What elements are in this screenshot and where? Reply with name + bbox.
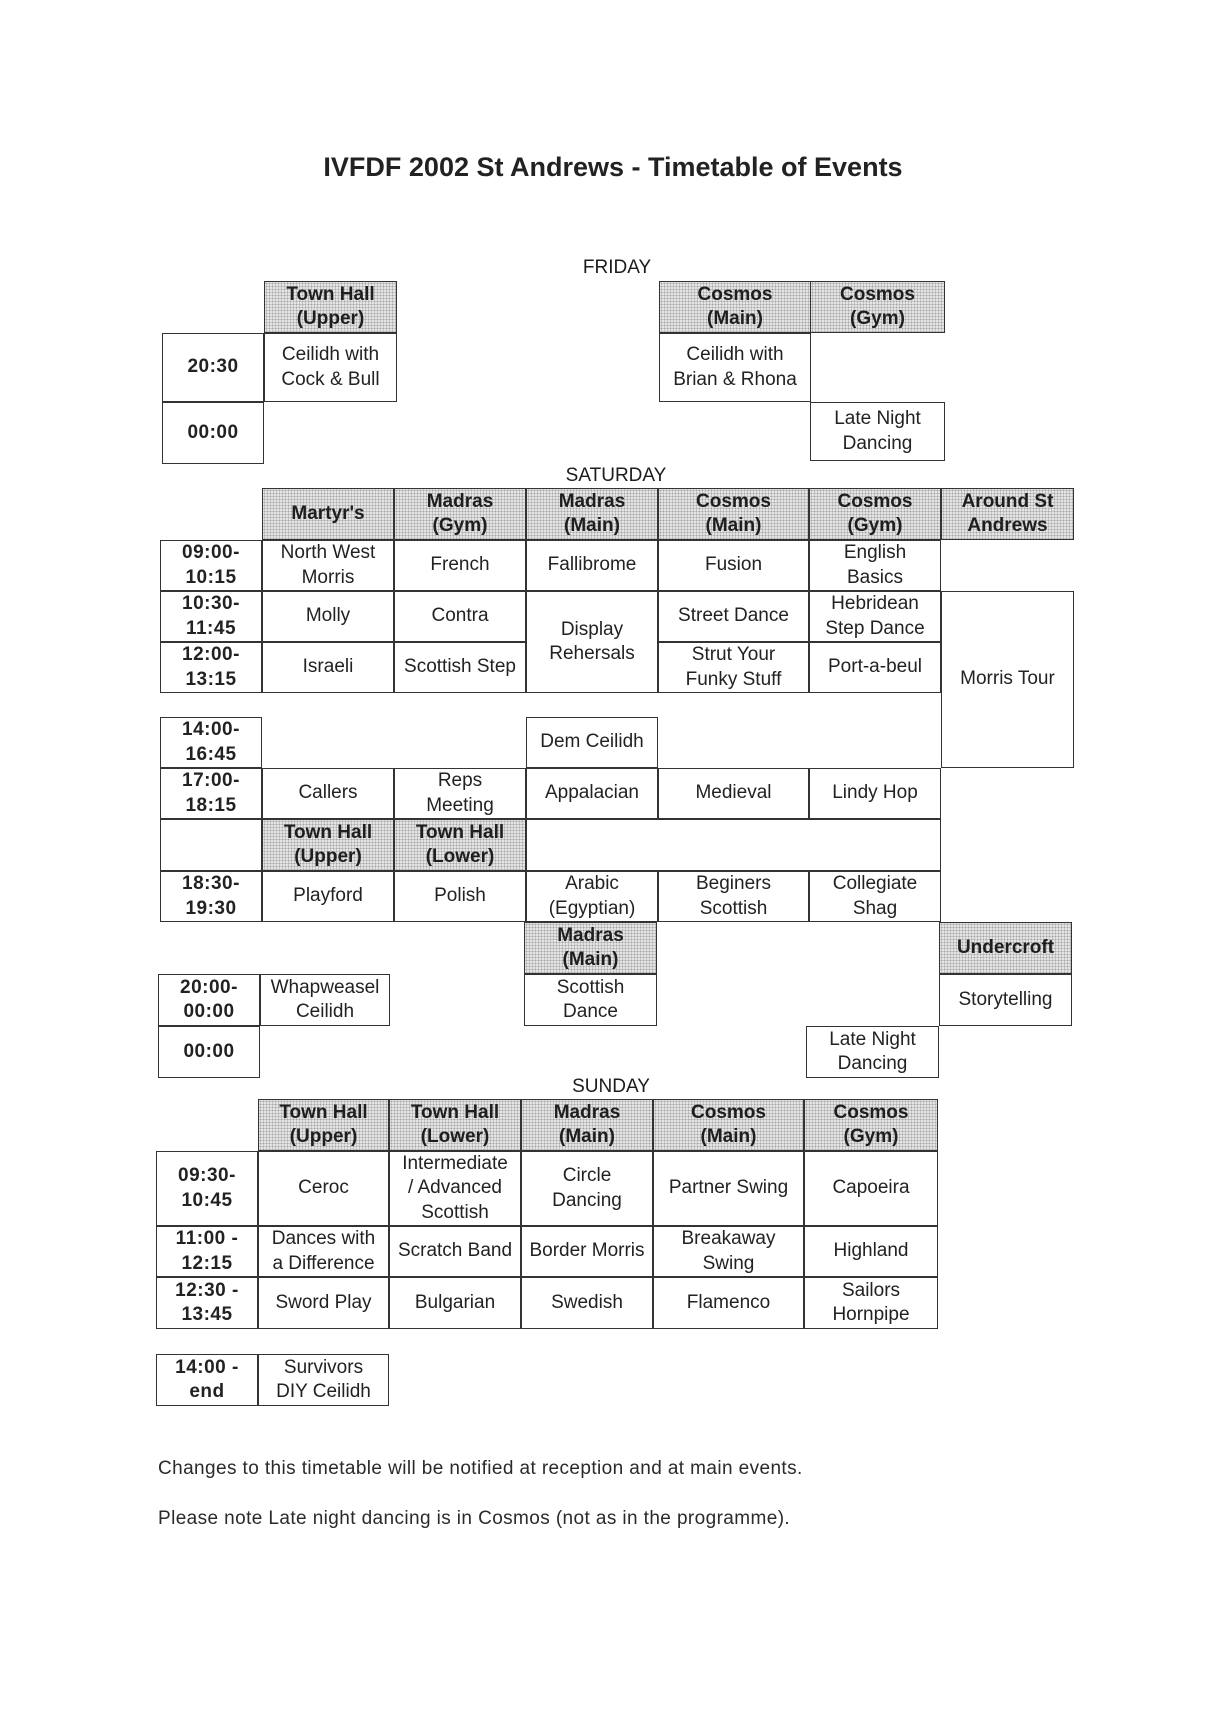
event-cell: Street Dance bbox=[658, 591, 809, 642]
event-cell: Circle Dancing bbox=[521, 1151, 653, 1226]
time-slot: 20:30 bbox=[162, 333, 264, 402]
time-slot: 00:00 bbox=[158, 1026, 260, 1078]
venue-header-cosmos-gym: Cosmos (Gym) bbox=[810, 281, 945, 333]
time-slot: 14:00- 16:45 bbox=[160, 717, 262, 768]
event-cell: North West Morris bbox=[262, 540, 394, 591]
footer-note: Please note Late night dancing is in Cosmos (not as in the programme). bbox=[158, 1508, 791, 1529]
time-slot: 18:30- 19:30 bbox=[160, 871, 262, 922]
venue-header-madras-main: Madras (Main) bbox=[524, 922, 657, 974]
venue-header-cosmos-gym: Cosmos (Gym) bbox=[809, 488, 941, 540]
event-cell: Highland bbox=[804, 1226, 938, 1277]
event-cell: Ceilidh with Brian & Rhona bbox=[659, 333, 811, 402]
event-cell: Callers bbox=[262, 768, 394, 819]
event-cell: Ceilidh with Cock & Bull bbox=[264, 333, 397, 402]
page-title: IVFDF 2002 St Andrews - Timetable of Events bbox=[323, 152, 903, 182]
event-cell: Playford bbox=[262, 871, 394, 922]
event-cell: Collegiate Shag bbox=[809, 871, 941, 922]
event-cell: Bulgarian bbox=[389, 1277, 521, 1329]
venue-header-madras-gym: Madras (Gym) bbox=[394, 488, 526, 540]
event-cell: Reps Meeting bbox=[394, 768, 526, 819]
footer-note: Changes to this timetable will be notified at reception and at main events. bbox=[158, 1458, 803, 1479]
venue-header-cosmos-gym: Cosmos (Gym) bbox=[804, 1099, 938, 1151]
event-cell: Lindy Hop bbox=[809, 768, 941, 819]
event-cell: Strut Your Funky Stuff bbox=[658, 642, 809, 693]
event-cell: Late Night Dancing bbox=[810, 402, 945, 461]
time-slot: 09:30- 10:45 bbox=[156, 1151, 258, 1226]
event-cell: Hebridean Step Dance bbox=[809, 591, 941, 642]
time-slot: 17:00- 18:15 bbox=[160, 768, 262, 819]
event-cell: Sword Play bbox=[258, 1277, 389, 1329]
event-cell: Arabic (Egyptian) bbox=[526, 871, 658, 922]
event-cell: Beginers Scottish bbox=[658, 871, 809, 922]
event-cell: Appalacian bbox=[526, 768, 658, 819]
event-cell: Border Morris bbox=[521, 1226, 653, 1277]
event-cell: Ceroc bbox=[258, 1151, 389, 1226]
event-cell: Capoeira bbox=[804, 1151, 938, 1226]
event-cell: Dances with a Difference bbox=[258, 1226, 389, 1277]
event-cell: English Basics bbox=[809, 540, 941, 591]
event-cell: Storytelling bbox=[939, 974, 1072, 1026]
event-cell: Medieval bbox=[658, 768, 809, 819]
event-cell: Late Night Dancing bbox=[806, 1026, 939, 1078]
event-cell: Scottish Step bbox=[394, 642, 526, 693]
time-slot: 11:00 - 12:15 bbox=[156, 1226, 258, 1277]
venue-header-martyrs: Martyr's bbox=[262, 488, 394, 540]
day-label-saturday: SATURDAY bbox=[565, 465, 667, 486]
venue-header-town-hall-upper: Town Hall (Upper) bbox=[262, 819, 394, 871]
event-cell: Scottish Dance bbox=[524, 974, 657, 1026]
event-cell: Fallibrome bbox=[526, 540, 658, 591]
event-cell: Flamenco bbox=[653, 1277, 804, 1329]
event-cell: Polish bbox=[394, 871, 526, 922]
event-cell: Morris Tour bbox=[941, 591, 1074, 768]
event-cell: Israeli bbox=[262, 642, 394, 693]
event-cell: Intermediate / Advanced Scottish bbox=[389, 1151, 521, 1226]
day-label-friday: FRIDAY bbox=[582, 257, 652, 278]
event-cell: Sailors Hornpipe bbox=[804, 1277, 938, 1329]
day-label-sunday: SUNDAY bbox=[572, 1076, 650, 1097]
time-slot: 09:00- 10:15 bbox=[160, 540, 262, 591]
event-cell: Survivors DIY Ceilidh bbox=[258, 1354, 389, 1406]
venue-header-cosmos-main: Cosmos (Main) bbox=[653, 1099, 804, 1151]
event-cell: Dem Ceilidh bbox=[526, 717, 658, 768]
venue-header-town-hall-upper: Town Hall (Upper) bbox=[264, 281, 397, 333]
blank-cell bbox=[160, 819, 262, 871]
time-slot: 14:00 - end bbox=[156, 1354, 258, 1406]
venue-header-undercroft: Undercroft bbox=[939, 922, 1072, 974]
venue-header-cosmos-main: Cosmos (Main) bbox=[659, 281, 811, 333]
event-cell: Molly bbox=[262, 591, 394, 642]
time-slot: 12:00- 13:15 bbox=[160, 642, 262, 693]
time-slot: 12:30 - 13:45 bbox=[156, 1277, 258, 1329]
event-cell: Breakaway Swing bbox=[653, 1226, 804, 1277]
blank-cell bbox=[526, 819, 941, 871]
event-cell: Port-a-beul bbox=[809, 642, 941, 693]
venue-header-madras-main: Madras (Main) bbox=[521, 1099, 653, 1151]
event-cell: French bbox=[394, 540, 526, 591]
event-cell: Whapweasel Ceilidh bbox=[260, 974, 390, 1026]
venue-header-town-hall-upper: Town Hall (Upper) bbox=[258, 1099, 389, 1151]
venue-header-madras-main: Madras (Main) bbox=[526, 488, 658, 540]
event-cell: Partner Swing bbox=[653, 1151, 804, 1226]
time-slot: 10:30- 11:45 bbox=[160, 591, 262, 642]
event-cell: Contra bbox=[394, 591, 526, 642]
venue-header-around-st-andrews: Around St Andrews bbox=[941, 488, 1074, 540]
time-slot: 00:00 bbox=[162, 402, 264, 464]
venue-header-town-hall-lower: Town Hall (Lower) bbox=[394, 819, 526, 871]
event-cell: Scratch Band bbox=[389, 1226, 521, 1277]
event-cell: Display Rehersals bbox=[526, 591, 658, 693]
event-cell: Fusion bbox=[658, 540, 809, 591]
venue-header-town-hall-lower: Town Hall (Lower) bbox=[389, 1099, 521, 1151]
venue-header-cosmos-main: Cosmos (Main) bbox=[658, 488, 809, 540]
event-cell: Swedish bbox=[521, 1277, 653, 1329]
time-slot: 20:00- 00:00 bbox=[158, 974, 260, 1026]
